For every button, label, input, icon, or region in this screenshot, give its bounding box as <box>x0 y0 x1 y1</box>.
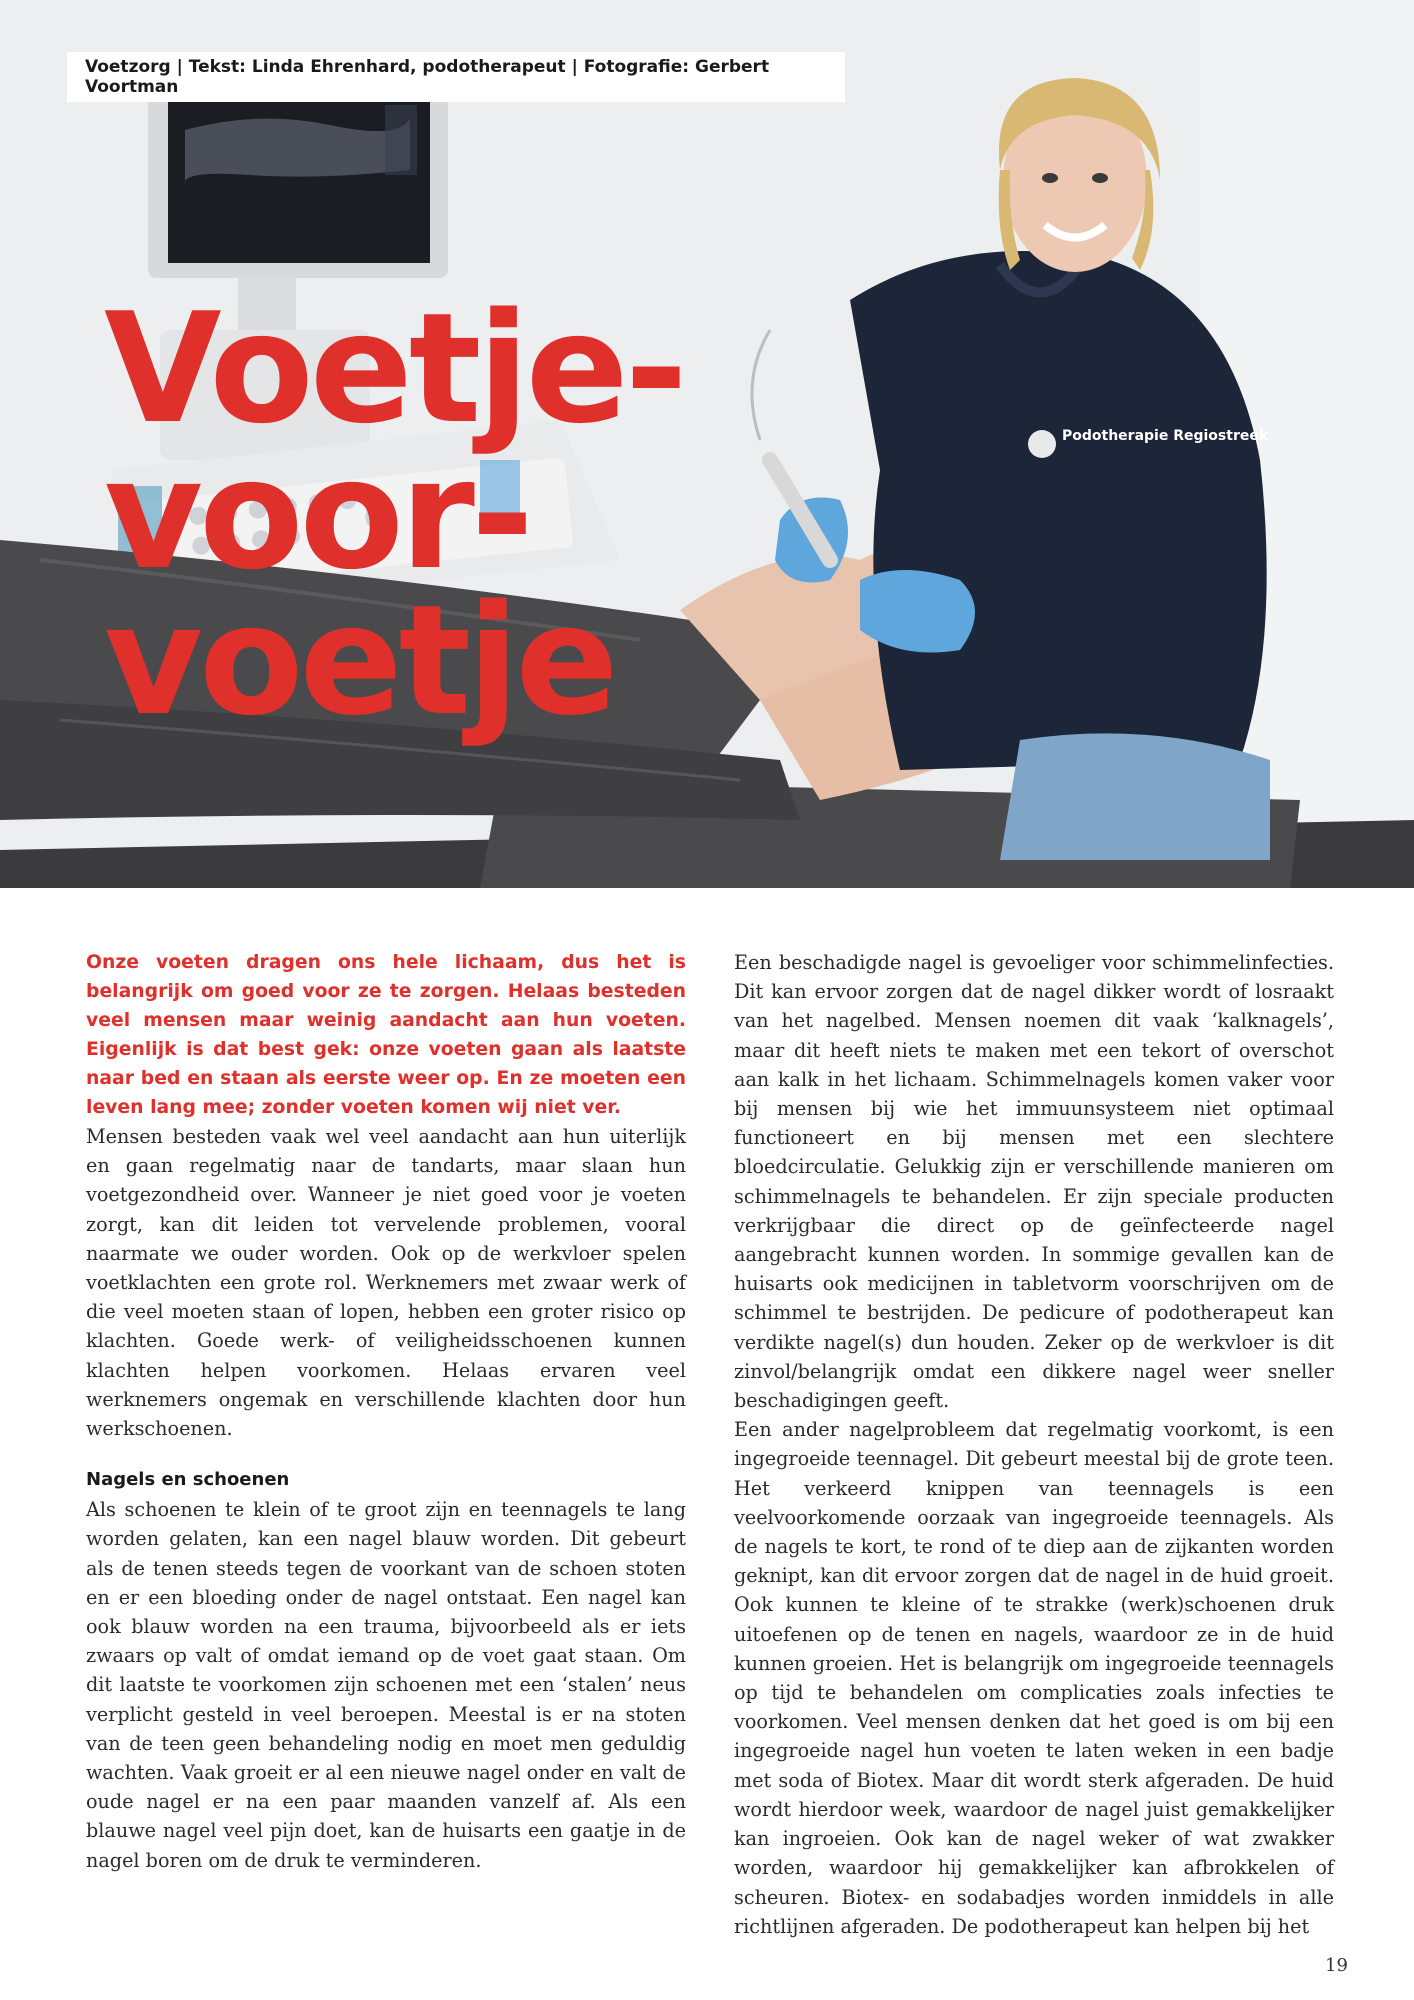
title-line-3: voetje <box>104 572 615 749</box>
hero-photo <box>0 0 1414 888</box>
subheading-nagels-en-schoenen: Nagels en schoenen <box>86 1469 290 1491</box>
left-column <box>86 948 686 1875</box>
page-number: 19 <box>1325 1955 1348 1976</box>
credit-text: Voetzorg | Tekst: Linda Ehrenhard, podotherapeut | Fotografie: Gerbert Voortman <box>85 57 770 97</box>
credit-bar <box>67 52 845 102</box>
right-column <box>734 948 1334 1941</box>
title-line-1: Voetje- <box>104 280 684 457</box>
intro-paragraph: Onze voeten dragen ons hele lichaam, dus het is belangrijk om goed voor ze te zorgen. Helaas besteden veel mensen maar weinig aandacht aan hun voeten. Eigenlijk is dat best gek: onze voeten gaan als laatste naar bed en staan als eerste weer op. En ze moeten een leven lang mee; zonder voeten komen wij niet ver. <box>86 952 686 1118</box>
body-paragraph-2: Als schoenen te klein of te groot zijn en teennagels te lang worden gelaten, kan een nagel blauw worden. Dit gebeurt als de tenen steeds tegen de voorkant van de schoen stoten en er een bloeding onder de nagel ontstaat. Een nagel kan ook blauw worden na een trauma, bijvoorbeeld als er iets zwaars op valt of omdat iemand op de voet gaat staan. Om dit laatste te voorkomen zijn schoenen met een ‘stalen’ neus verplicht gesteld in veel beroepen. Meestal is er na stoten van de teen geen behandeling nodig en moet men geduldig wachten. Vaak groeit er al een nieuwe nagel onder en valt de oude nagel er na een paar maanden vanzelf af. Als een blauwe nagel veel pijn doet, kan de huisarts een gaatje in de nagel boren om de druk te verminderen. <box>86 1498 686 1872</box>
article-title <box>104 280 684 749</box>
title-line-2: voor- <box>104 426 530 603</box>
body-paragraph-3: Een beschadigde nagel is gevoeliger voor schimmelinfecties. Dit kan ervoor zorgen dat de nagel dikker wordt of losraakt van het nagelbed. Mensen noemen dit vaak ‘kalknagels’, maar dit heeft niets te maken met een tekort of overschot aan kalk in het lichaam. Schimmelnagels komen vaker voor bij mensen bij wie het immuunsysteem niet optimaal functioneert en bij mensen met een slechtere bloedcirculatie. Gelukkig zijn er verschillende manieren om schimmelnagels te behandelen. Er zijn speciale producten verkrijgbaar die direct op de geïnfecteerde nagel aangebracht kunnen worden. In sommige gevallen kan de huisarts ook medicijnen in tabletvorm voorschrijven om de schimmel te bestrijden. De pedicure of podotherapeut kan verdikte nagel(s) dun houden. Zeker op de werkvloer is dit zinvol/belangrijk omdat een dikkere nagel weer sneller beschadigingen geeft. <box>734 951 1334 1413</box>
hoodie-logo-text: Podotherapie Regiostreek <box>1062 428 1269 444</box>
body-paragraph-1: Mensen besteden vaak wel veel aandacht aan hun uiterlijk en gaan regelmatig naar de tandarts, maar slaan hun voetgezondheid over. Wanneer je niet goed voor je voeten zorgt, kan dit leiden tot vervelende problemen, vooral naarmate we ouder worden. Ook op de werkvloer spelen voetklachten een grote rol. Werknemers met zwaar werk of die veel moeten staan of lopen, hebben een groter risico op klachten. Goede werk- of veiligheidsschoenen kunnen klachten helpen voorkomen. Helaas ervaren veel werknemers ongemak en verschillende klachten door hun werkschoenen. <box>86 1125 686 1441</box>
body-paragraph-4: Een ander nagelprobleem dat regelmatig voorkomt, is een ingegroeide teennagel. Dit gebeurt meestal bij de grote teen. Het verkeerd knippen van teennagels is een veelvoorkomende oorzaak van ingegroeide teennagels. Als de nagels te kort, te rond of te diep aan de zijkanten worden geknipt, kan dit ervoor zorgen dat de nagel in de huid groeit. Ook kunnen te kleine of te strakke (werk)schoenen druk uitoefenen op de tenen en nagels, waardoor ze in de huid kunnen groeien. Het is belangrijk om ingegroeide teennagels op tijd te behandelen om complicaties zoals infecties te voorkomen. Veel mensen denken dat het goed is om bij een ingegroeide nagel hun voeten te laten weken in een badje met soda of Biotex. Maar dit wordt sterk afgeraden. De huid wordt hierdoor week, waardoor de nagel juist gemakkelijker kan ingroeien. Ook kan de nagel weker of wat zwakker worden, waardoor hij gemakkelijker kan afbrokkelen of scheuren. Biotex- en sodabadjes worden inmiddels in alle richtlijnen afgeraden. De podotherapeut kan helpen bij het <box>734 1418 1334 1938</box>
ultrasound-monitor <box>148 78 448 278</box>
